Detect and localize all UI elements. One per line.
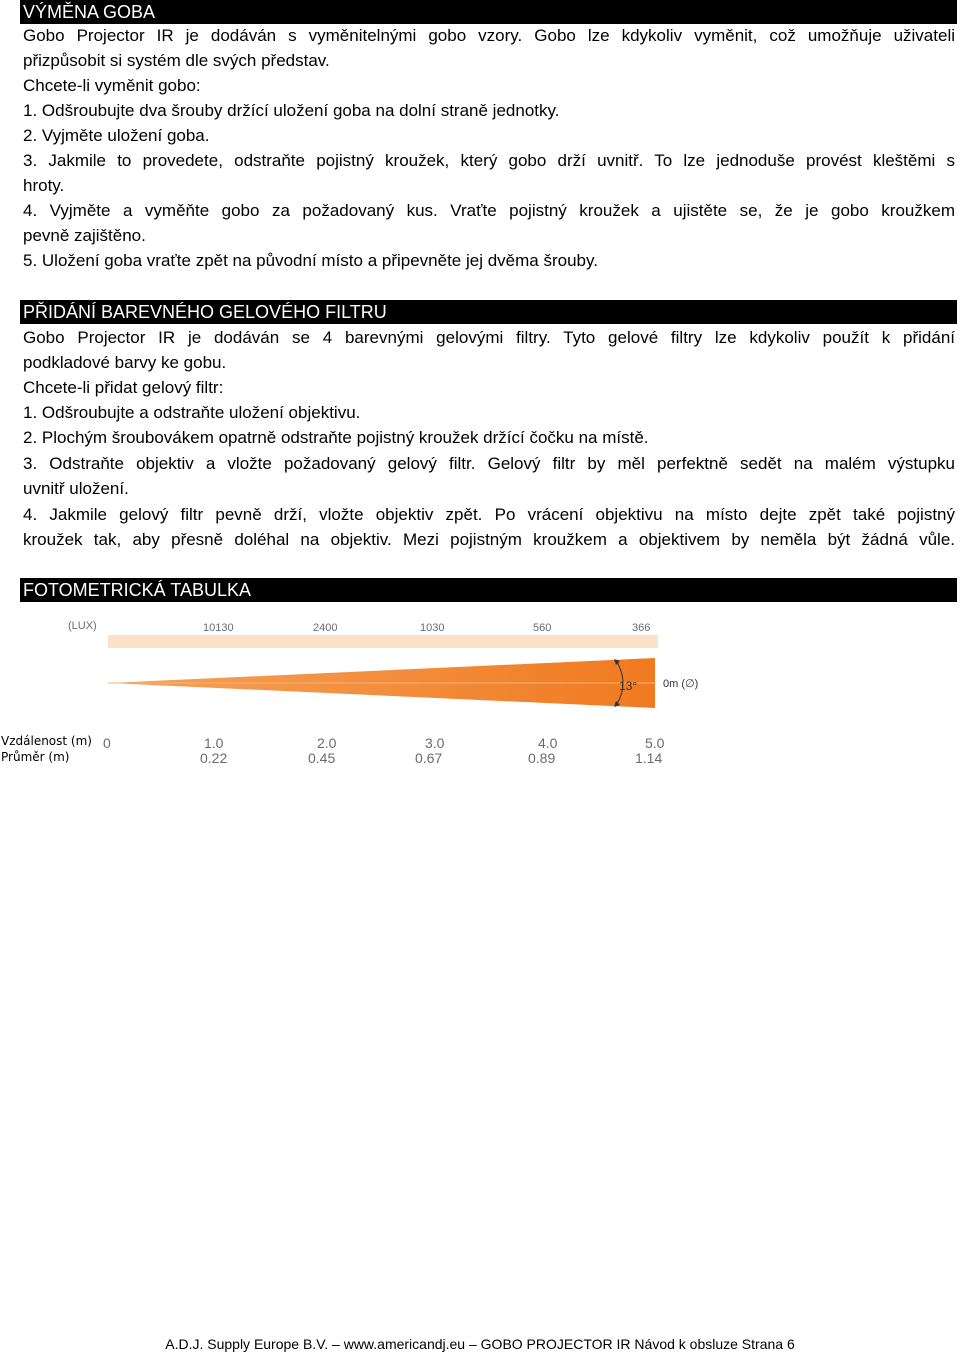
list-item: 1. Odšroubujte a odstraňte uložení objektivu. [23, 403, 361, 422]
distance-value: 3.0 [425, 735, 445, 751]
distance-value: 1.0 [204, 735, 224, 751]
lux-value: 560 [533, 622, 552, 634]
list-item: 4. Vyjměte a vyměňte gobo za požadovaný kus. Vraťte pojistný kroužek a ujistěte se, že je gobo kroužkem [23, 201, 955, 220]
lux-value: 10130 [203, 622, 234, 634]
lux-label: (LUX) [68, 620, 97, 632]
list-item: 3. Odstraňte objektiv a vložte požadovaný gelový filtr. Gelový filtr by měl perfektně sedět na malém výstupku [23, 454, 955, 473]
paragraph-line: podkladové barvy ke gobu. [23, 353, 227, 372]
page-footer: A.D.J. Supply Europe B.V. – www.americandj.eu – GOBO PROJECTOR IR Návod k obsluze Strana 6 [165, 1336, 795, 1352]
beam-band [108, 635, 658, 648]
list-item-continuation: uvnitř uložení. [23, 479, 129, 498]
list-item: 1. Odšroubujte dva šrouby držící uložení goba na dolní straně jednotky. [23, 101, 560, 120]
list-item-continuation: pevně zajištěno. [23, 226, 146, 245]
paragraph-line: Gobo Projector IR je dodáván se 4 barevnými gelovými filtry. Tyto gelové filtry lze kdykoliv použít k přidání [23, 328, 955, 347]
lux-value: 2400 [313, 622, 338, 634]
diameter-value: 0.45 [308, 750, 336, 766]
lux-value: 366 [632, 622, 651, 634]
list-item: 3. Jakmile to provedete, odstraňte pojistný kroužek, který gobo drží uvnitř. To lze jednoduše provést kleštěmi s [23, 151, 955, 170]
diameter-row-label: Průměr (m) [1, 750, 70, 764]
list-item: 2. Vyjměte uložení goba. [23, 126, 210, 145]
list-item: 2. Plochým šroubovákem opatrně odstraňte pojistný kroužek držící čočku na místě. [23, 428, 649, 447]
diameter-value: 0.89 [528, 750, 556, 766]
distance-row-label: Vzdálenost (m) [1, 734, 92, 748]
diameter-value: 0.22 [200, 750, 228, 766]
section-heading-gel-filter: PŘIDÁNÍ BAREVNÉHO GELOVÉHO FILTRU [20, 300, 957, 324]
diameter-value: 0.67 [415, 750, 443, 766]
list-item-continuation: kroužek tak, aby přesně doléhal na objektiv. Mezi pojistným kroužkem a objektivem by neměla být žádná vůle. [23, 530, 955, 549]
section-heading-gobo-replacement: VÝMĚNA GOBA [20, 0, 957, 24]
distance-value: 4.0 [538, 735, 558, 751]
list-item: 5. Uložení goba vraťte zpět na původní místo a připevněte jej dvěma šrouby. [23, 251, 598, 270]
angle-label: 13° [619, 679, 638, 693]
diameter-label: 0m (∅) [663, 678, 699, 690]
paragraph-line: Gobo Projector IR je dodáván s vyměnitelnými gobo vzory. Gobo lze kdykoliv vyměnit, což umožňuje uživateli [23, 26, 955, 45]
distance-value: 5.0 [645, 735, 665, 751]
photometric-beam-diagram [0, 605, 960, 805]
paragraph-line: Chcete-li přidat gelový filtr: [23, 378, 224, 397]
distance-value: 0 [103, 735, 111, 751]
list-item: 4. Jakmile gelový filtr pevně drží, vložte objektiv zpět. Po vrácení objektivu na místo dejte zpět také pojistný [23, 505, 955, 524]
lux-value: 1030 [420, 622, 445, 634]
paragraph-line: Chcete-li vyměnit gobo: [23, 76, 201, 95]
paragraph-line: přizpůsobit si systém dle svých představ. [23, 51, 330, 70]
diameter-value: 1.14 [635, 750, 663, 766]
section-heading-photometric: FOTOMETRICKÁ TABULKA [20, 578, 957, 602]
distance-value: 2.0 [317, 735, 337, 751]
list-item-continuation: hroty. [23, 176, 65, 195]
